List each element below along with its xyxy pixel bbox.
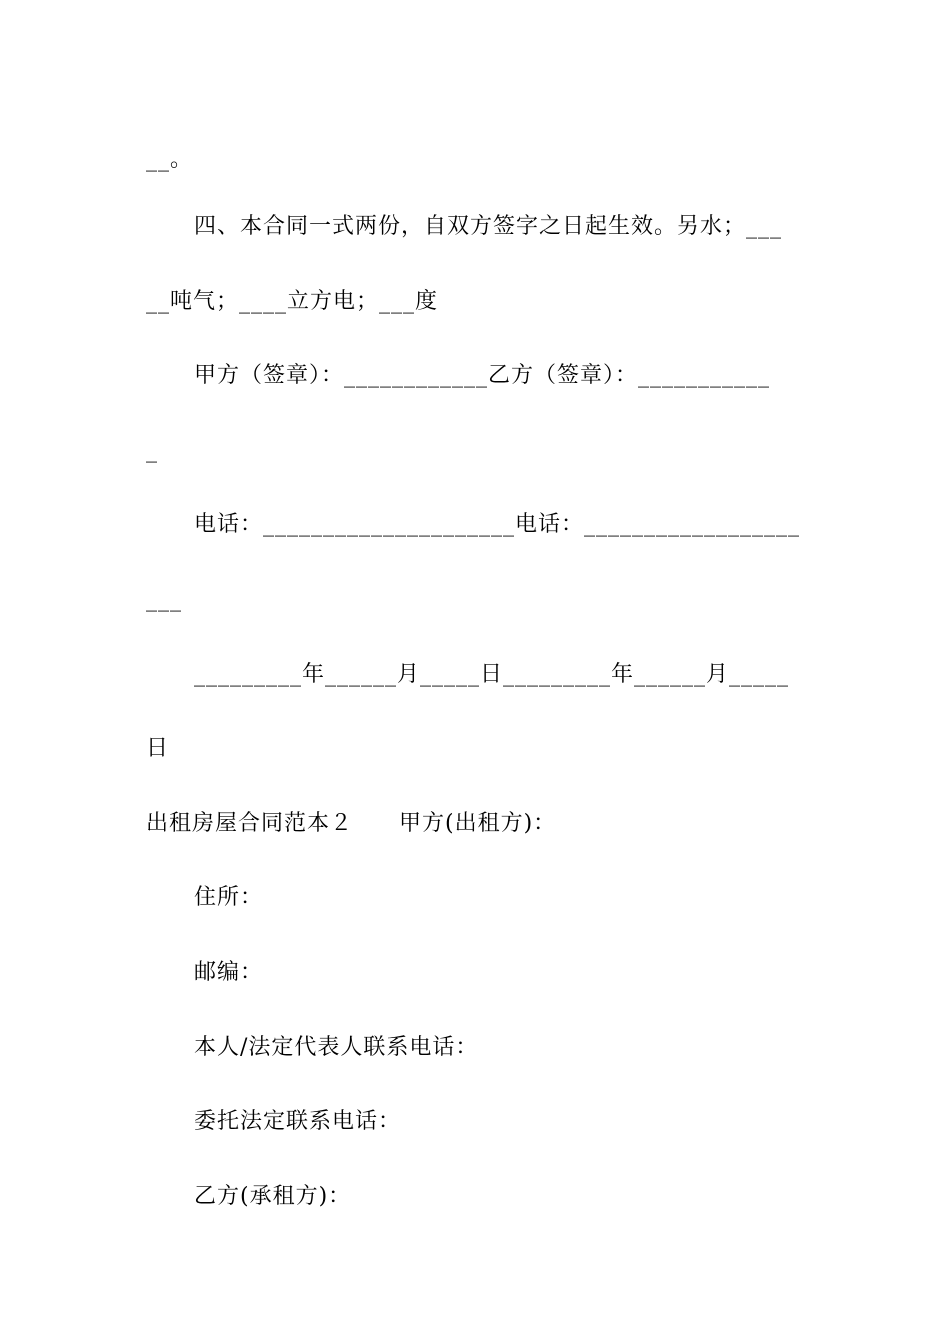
signature-line: 甲方（签章）：____________乙方（签章）：___________ — [194, 363, 771, 388]
party-b-label: 乙方(承租方)： — [194, 1184, 352, 1209]
phone-line: 电话：_____________________电话：__________________ — [194, 512, 801, 537]
date-line-continued: 日 — [146, 736, 170, 761]
address-field-label: 住所： — [194, 885, 264, 910]
phone-line-continued: ___ — [146, 587, 182, 612]
postcode-field-label: 邮编： — [194, 960, 264, 985]
date-line: _________年______月_____日_________年______月_____ — [194, 662, 790, 687]
clause-four-line: 四、本合同一式两份，自双方签字之日起生效。另水；___ — [194, 214, 783, 239]
text-line-1: __。 — [146, 147, 194, 172]
agent-phone-label: 委托法定联系电话： — [194, 1109, 402, 1134]
legal-rep-phone-label: 本人/法定代表人联系电话： — [194, 1035, 479, 1060]
signature-line-continued: _ — [146, 438, 158, 463]
contract-title-line: 出租房屋合同范本２ 甲方(出租方)： — [146, 811, 557, 836]
utilities-line: __吨气；____立方电；___度 — [146, 289, 439, 314]
